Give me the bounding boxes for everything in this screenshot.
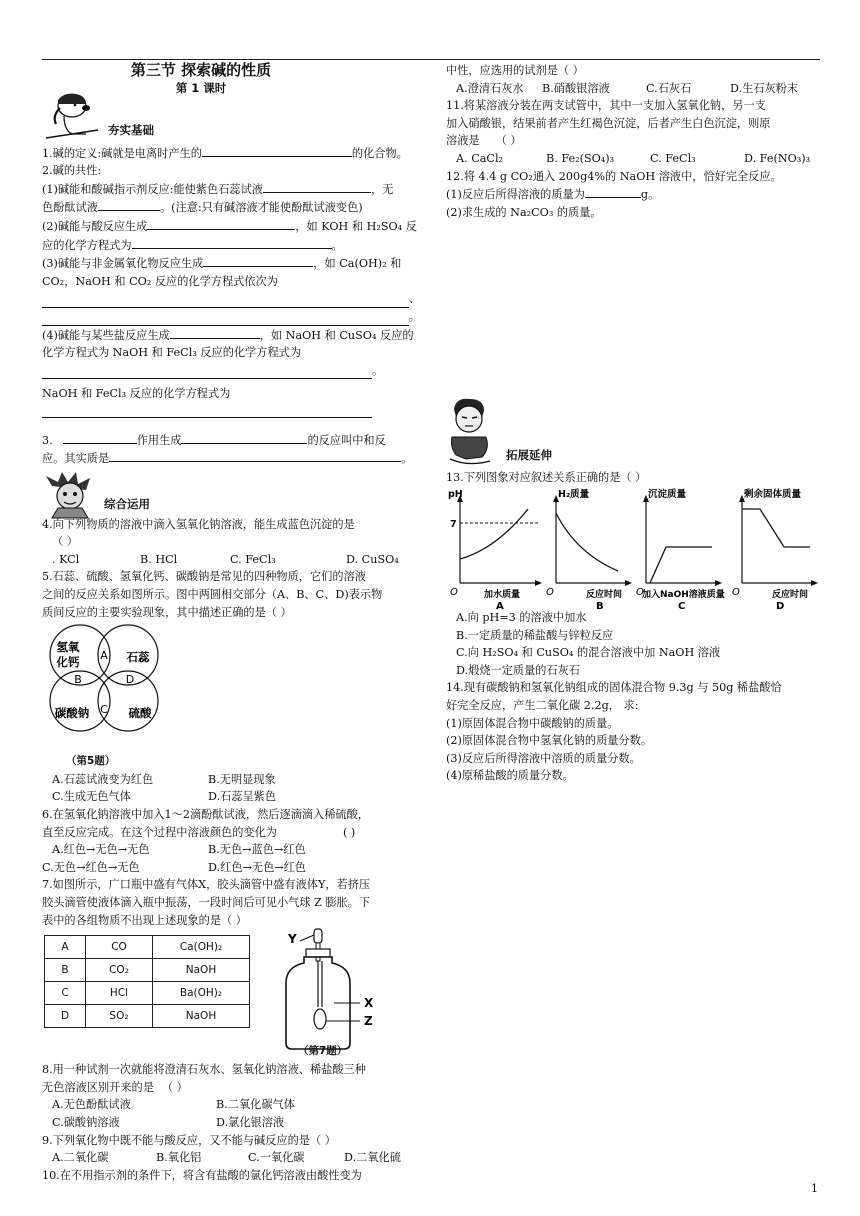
q2-s2: (2)碱能与酸反应生成 ，如 KOH 和 H₂SO₄ 反 bbox=[42, 217, 420, 236]
q7-apparatus-diagram bbox=[274, 923, 384, 1055]
q2-s3-line1: 、 bbox=[42, 290, 420, 308]
venn-label-h2so4: 硫酸 bbox=[128, 706, 152, 721]
q14-part-1: (1)原固体混合物中碳酸钠的质量。 bbox=[446, 716, 619, 730]
graph-c bbox=[641, 488, 725, 609]
q10-stem-2: 中性，应选用的试剂是（ ） bbox=[446, 64, 584, 77]
q2-s4-cont: 化学方程式为 NaOH 和 FeCl₃ 反应的化学方程式为 bbox=[42, 346, 302, 360]
q6-stem-2: 直至反应完成。在这个过程中溶液颜色的变化为 ( ) bbox=[42, 825, 356, 839]
graph-b bbox=[553, 488, 632, 609]
graph-b-letter: B bbox=[596, 600, 604, 609]
q2-s3-line2: 。 bbox=[42, 308, 420, 326]
q6-options-row1: A.红色→无色→无色 B.无色→蓝色→红色 bbox=[52, 843, 306, 857]
graph-d bbox=[732, 488, 818, 609]
q3: 3. 作用生成 的反应叫中和反 bbox=[42, 431, 420, 450]
graph-b-ylabel: H₂质量 bbox=[558, 488, 590, 500]
q11-stem-3: 溶液是 （ ） bbox=[446, 134, 522, 148]
page-number: 1 bbox=[811, 1182, 818, 1196]
q5-caption: （第5题） bbox=[66, 755, 116, 768]
venn-letter-a: A bbox=[100, 649, 108, 663]
q2-s4: (4)碱能与某些盐反应生成 ，如 NaOH 和 CuSO₄ 反应的 bbox=[42, 326, 420, 345]
label-y: Y bbox=[288, 932, 297, 947]
q14-stem-2: 好完全反应，产生二氧化碳 2.2g， 求: bbox=[446, 698, 639, 712]
lesson-subtitle: 第 1 课时 bbox=[175, 81, 227, 95]
thinking-boy-icon bbox=[446, 397, 492, 467]
q11-stem-1: 11.将某溶液分装在两支试管中，其中一支加入氢氧化钠，另一支 bbox=[446, 99, 766, 113]
graph-a-xlabel: 加水质量 bbox=[484, 589, 521, 600]
q5-stem-1: 5.石蕊、硫酸、氢氧化钙、碳酸钠是常见的四种物质，它们的溶液 bbox=[42, 570, 366, 584]
q2-s3-cont: CO₂，NaOH 和 CO₂ 反应的化学方程式依次为 bbox=[42, 274, 278, 288]
q11-options: A. CaCl₂ B. Fe₂(SO₄)₃ C. FeCl₃ D. Fe(NO₃)₃ bbox=[456, 151, 811, 165]
label-z: Z bbox=[364, 1014, 373, 1029]
q12-stem: 12.将 4.4 g CO₂通入 200g4%的 NaOH 溶液中，恰好完全反应。 bbox=[446, 169, 782, 183]
graph-d-xlabel: 反应时间 bbox=[772, 589, 809, 600]
q5-options-row2: C.生成无色气体 D.石蕊呈紫色 bbox=[52, 790, 277, 804]
q2-s2-cont: 应的化学方程式为 。 bbox=[42, 236, 420, 255]
q7-table bbox=[44, 935, 250, 1028]
q12-part2: (2)求生成的 Na₂CO₃ 的质量。 bbox=[446, 205, 602, 219]
q13-option-a: A.向 pH=3 的溶液中加水 bbox=[456, 610, 587, 624]
q4-options: . KCl B. HCl C. FeCl₃ D. CuSO₄ bbox=[52, 552, 399, 566]
apply-header bbox=[42, 472, 420, 516]
q13-stem: 13.下列图象对应叙述关系正确的是（ ） bbox=[446, 471, 647, 485]
label-x: X bbox=[364, 996, 374, 1011]
q9-stem: 9.下列氧化物中既不能与酸反应，又不能与碱反应的是（ ） bbox=[42, 1133, 336, 1147]
table-row: D SO₂ NaOH bbox=[45, 1005, 250, 1028]
section-apply: 综合运用 bbox=[104, 496, 150, 511]
q7-caption: （第7题） bbox=[298, 1045, 348, 1058]
q4-paren: （ ） bbox=[52, 535, 78, 549]
graph-d-letter: D bbox=[776, 600, 785, 609]
q8-options-row1: A.无色酚酞试液 B.二氧化碳气体 bbox=[52, 1098, 295, 1112]
table-row: C HCl Ba(OH)₂ bbox=[45, 982, 250, 1005]
q8-stem-2: 无色溶液区别开来的是 （ ） bbox=[42, 1080, 188, 1094]
graph-c-letter: C bbox=[678, 600, 686, 609]
q5-options-row1: A.石蕊试液变为红色 B.无明显现象 bbox=[52, 772, 276, 786]
q7-stem-2: 胶头滴管使液体滴入瓶中振荡，一段时间后可见小气球 Z 膨胀。下 bbox=[42, 896, 371, 909]
section-extend: 拓展延伸 bbox=[506, 448, 552, 463]
basic-header bbox=[42, 98, 420, 144]
graph-c-ylabel: 沉淀质量 bbox=[648, 488, 687, 500]
graph-a-origin: O bbox=[450, 586, 458, 598]
q13-option-b: B.一定质量的稀盐酸与锌粒反应 bbox=[456, 628, 614, 642]
q10-options: A.澄清石灰水 B.硝酸银溶液 C.石灰石 D.生石灰粉末 bbox=[456, 81, 799, 95]
section-title: 第三节 探索碱的性质 bbox=[130, 61, 272, 79]
q4-stem: 4.向下列物质的溶液中滴入氢氧化钠溶液，能生成蓝色沉淀的是 bbox=[42, 517, 355, 531]
q5-venn-diagram bbox=[42, 623, 172, 753]
venn-label-litmus: 石蕊 bbox=[126, 650, 150, 665]
q12-part1: (1)反应后所得溶液的质量为 g。 bbox=[446, 185, 826, 204]
q6-options-row2: C.无色→红色→无色 D.红色→无色→红色 bbox=[42, 860, 306, 874]
venn-label-ca-oh-2: 化钙 bbox=[56, 655, 80, 670]
q2-s4-line: 。 bbox=[42, 362, 420, 380]
q2-s4-extra-line bbox=[42, 403, 420, 421]
cartoon-character-icon bbox=[42, 472, 100, 520]
snoopy-cartoon-icon bbox=[42, 90, 104, 140]
table-row: B CO₂ NaOH bbox=[45, 959, 250, 982]
venn-letter-b: B bbox=[74, 673, 82, 687]
q13-option-c: C.向 H₂SO₄ 和 CuSO₄ 的混合溶液中加 NaOH 溶液 bbox=[456, 646, 721, 660]
q7-stem-1: 7.如图所示，广口瓶中盛有气体X，胶头滴管中盛有液体Y，若挤压 bbox=[42, 878, 371, 892]
q2-head: 2.碱的共性: bbox=[42, 164, 102, 178]
graph-b-origin: O bbox=[546, 586, 554, 598]
q10-stem-1: 10.在不用指示剂的条件下，将含有盐酸的氯化钙溶液由酸性变为 bbox=[42, 1168, 362, 1182]
q3-cont: 应。其实质是 。 bbox=[42, 449, 420, 468]
graph-d-origin: O bbox=[732, 586, 740, 598]
right-column bbox=[446, 62, 826, 785]
q2-s1-cont: 色酚酞试液 。(注意:只有碱溶液才能使酚酞试液变色) bbox=[42, 198, 420, 217]
venn-letter-c: C bbox=[100, 703, 108, 717]
graph-b-xlabel: 反应时间 bbox=[586, 589, 623, 600]
q14-stem-1: 14.现有碳酸钠和氢氧化钠组成的固体混合物 9.3g 与 50g 稀盐酸恰 bbox=[446, 681, 782, 695]
q2-s4-extra: NaOH 和 FeCl₃ 反应的化学方程式为 bbox=[42, 387, 231, 401]
q7-figure bbox=[42, 929, 420, 1061]
venn-label-na2co3: 碳酸钠 bbox=[54, 706, 90, 721]
graph-a-letter: A bbox=[496, 600, 504, 609]
venn-label-ca-oh: 氢氧 bbox=[56, 640, 80, 655]
q2-s3: (3)碱能与非金属氧化物反应生成 ，如 Ca(OH)₂ 和 bbox=[42, 254, 420, 273]
q5-stem-2: 之间的反应关系如图所示。图中两圆相交部分（A、B、C、D)表示物 bbox=[42, 588, 383, 602]
table-row: A CO Ca(OH)₂ bbox=[45, 936, 250, 959]
left-column bbox=[42, 62, 420, 1184]
graph-d-ylabel: 剩余固体质量 bbox=[744, 488, 802, 500]
extend-header bbox=[446, 397, 826, 469]
q14-part-3: (3)反应后所得溶液中溶质的质量分数。 bbox=[446, 751, 641, 765]
graph-a-tick-7: 7 bbox=[450, 518, 457, 530]
q11-stem-2: 加入硝酸银，结果前者产生红褐色沉淀，后者产生白色沉淀，则原 bbox=[446, 116, 771, 130]
graph-a bbox=[448, 489, 542, 609]
q8-stem-1: 8.用一种试剂一次就能将澄清石灰水、氢氧化钠溶液、稀盐酸三种 bbox=[42, 1063, 366, 1077]
q9-options: A.二氧化碳 B.氧化铝 C.一氧化碳 D.二氧化硫 bbox=[52, 1151, 401, 1165]
graph-c-xlabel: 加入NaOH溶液质量 bbox=[642, 589, 725, 600]
q8-options-row2: C.碳酸钠溶液 D.氯化银溶液 bbox=[52, 1115, 285, 1129]
graph-c-origin: O bbox=[636, 586, 644, 598]
q7-stem-3: 表中的各组物质不出现上述现象的是（ ） bbox=[42, 913, 247, 927]
q14-part-4: (4)原稀盐酸的质量分数。 bbox=[446, 769, 574, 783]
venn-letter-d: D bbox=[125, 673, 135, 687]
q14-part-2: (2)原固体混合物中氢氧化钠的质量分数。 bbox=[446, 734, 653, 748]
q1: 1.碱的定义:碱就是电离时产生的 的化合物。 bbox=[42, 144, 420, 163]
q13-option-d: D.煅烧一定质量的石灰石 bbox=[456, 663, 581, 677]
graph-a-ylabel: pH bbox=[448, 488, 463, 500]
q13-graphs bbox=[446, 487, 826, 609]
section-basic: 夯实基础 bbox=[108, 122, 154, 137]
q6-stem-1: 6.在氢氧化钠溶液中加入1～2滴酚酞试液，然后逐滴滴入稀硫酸， bbox=[42, 808, 369, 822]
q2-s1: (1)碱能和酸碱指示剂反应:能使紫色石蕊试液 ，无 bbox=[42, 180, 420, 199]
q5-stem-3: 质间反应的主要实验现象，其中描述正确的是（ ） bbox=[42, 605, 292, 619]
